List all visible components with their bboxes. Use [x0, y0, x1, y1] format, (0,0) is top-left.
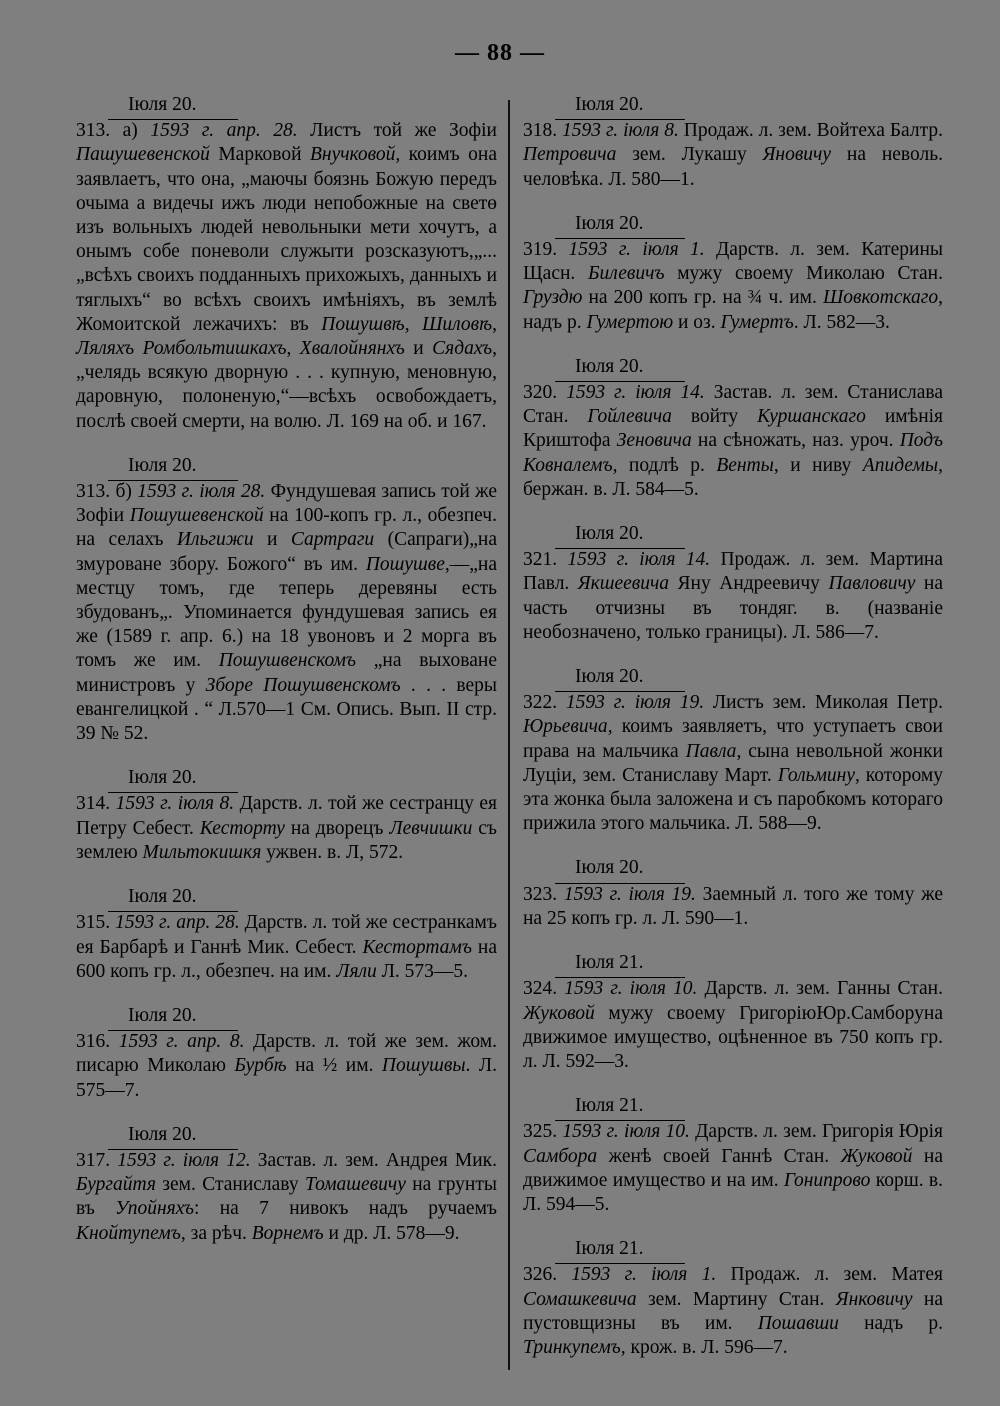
record-entry [523, 355, 943, 502]
entry-italic-segment: Зеновича [616, 430, 692, 452]
entry-italic-segment: 1593 г. апр. 28. [115, 912, 240, 934]
entry-text-segment: 314. [76, 793, 116, 815]
entry-text-segment: на дворецъ [284, 817, 390, 839]
entry-text-segment: зем. Лукашу [616, 144, 763, 166]
entry-text-segment: Продаж. л. зем. Войтеха Балтр. [678, 120, 943, 142]
entry-italic-segment: Жуковой [840, 1145, 913, 1167]
entry-text [523, 977, 943, 1074]
entry-text-segment: 324. [523, 978, 565, 1000]
entry-text-segment: 325. [523, 1121, 563, 1143]
entry-italic-segment: Апидемы [862, 454, 939, 476]
entry-italic-segment: Яновичу [762, 144, 832, 166]
entry-text-segment: 313. б) [76, 481, 138, 503]
entry-text-segment: и оз. [673, 311, 721, 333]
entry-italic-segment: 1593 г. іюля 14. [566, 382, 705, 404]
entry-date: Іюля 20. [128, 885, 197, 910]
entry-text-segment: Дарств. л. зем. Катерины Щасн. [523, 239, 943, 285]
entry-italic-segment: Ильгижи [176, 529, 254, 551]
entry-date: Іюля 20. [128, 93, 197, 118]
entry-italic-segment: Юрьевича [523, 716, 608, 738]
entry-text-segment: , коимъ она заявлаетъ, что она, „маючы боязнь Божую передъ очыма а видечы ижъ люди непобожные на светө изъ вольныхъ людей невольныки мети хочутъ, а онымъ собе поневоли служыти розсказуютъ,„...„всѣхъ своихъ подданныхъ прихожыхъ, данныхъ и тяглыхъ“ во всѣхъ своихъ имѣніяхъ, въ землѣ Жомоитской лежачихъ: въ [76, 144, 497, 335]
entry-text-segment: и [253, 529, 291, 551]
entry-italic-segment: Пошушевенской [129, 505, 264, 527]
entry-italic-segment: Бурбѣ [234, 1055, 287, 1077]
entry-text-segment: мужу своему ГригоріюЮр.Самборуна движимое имущество, оцѣненное въ 750 копъ гр. л. Л. 592—3. [523, 1002, 943, 1072]
entry-italic-segment: Ворнемъ [251, 1222, 324, 1244]
entry-italic-segment: Гумертъ [720, 311, 794, 333]
entry-italic-segment: Павла [685, 740, 737, 762]
entry-italic-segment: Пошушвенскомъ [218, 650, 357, 672]
entry-text-segment: , сына невольной жонки Луціи, зем. Станиславу Март. [523, 740, 943, 786]
entry-italic-segment: Гонипрово [783, 1169, 871, 1191]
entry-italic-segment: 1593 г. іюля 19. [565, 692, 705, 714]
entry-italic-segment: Билевичъ [587, 263, 665, 285]
entry-text-segment: женѣ своей Ганнѣ Стан. [597, 1145, 841, 1167]
entry-text-segment: Яну Андреевичу [669, 573, 829, 595]
entry-text-segment: мужу своему Миколаю Стан. [664, 263, 943, 285]
entry-italic-segment: Сомашкевича [523, 1288, 637, 1310]
entry-text [76, 119, 497, 434]
entry-italic-segment: 1593 г. іюля 28. [137, 481, 266, 503]
entry-text-segment: 326. [523, 1264, 572, 1286]
entry-text-segment: на 600 копъ гр. л., обезпеч. на им. [76, 936, 497, 982]
entry-date: Іюля 20. [128, 766, 197, 791]
entry-text-segment: на сѣножать, наз. уроч. [691, 430, 900, 452]
entry-italic-segment: Шиловѣ [422, 313, 493, 335]
entry-text-segment: , надъ р. [523, 287, 943, 333]
entry-italic-segment: 1593 г. іюля 1. [571, 1264, 717, 1286]
record-entry [523, 665, 943, 836]
entry-text [523, 1120, 943, 1217]
entry-text-segment: Листъ зем. Миколая Петр. [704, 692, 944, 714]
entry-italic-segment: Ляли [336, 960, 377, 982]
entry-text [76, 911, 497, 984]
entry-italic-segment: Груздю [523, 287, 583, 309]
entry-text-segment: , „челядь всякую дворную . . . купную, меновную, даровную, полоненую,“—всѣхъ освобождаетъ, послѣ своей смерти, на волю. Л. 169 на об. и 167. [76, 338, 497, 432]
entry-italic-segment: 1593 г. іюля 8. [115, 793, 235, 815]
entry-italic-segment: Пашушевенской [76, 144, 210, 166]
entry-italic-segment: Левчишки [389, 817, 473, 839]
entry-italic-segment: 1593 г. іюля 19. [563, 883, 696, 905]
entry-italic-segment: Самбора [523, 1145, 598, 1167]
entry-italic-segment: Упойняхъ [115, 1198, 194, 1220]
entry-italic-segment: 1593 г. апр. 8. [118, 1031, 245, 1053]
record-entry [76, 1004, 497, 1103]
entry-italic-segment: Пошушве [365, 553, 445, 575]
entry-italic-segment: 1593 г. іюля 10. [562, 1121, 690, 1143]
entry-text-segment: ужвен. в. Л, 572. [261, 841, 404, 863]
entry-text-segment: на грунты въ [76, 1174, 497, 1220]
entry-italic-segment: Шовкотскаго [822, 287, 939, 309]
entry-text-segment: войту [671, 406, 758, 428]
entry-italic-segment: Пошавши [757, 1312, 839, 1334]
page-number: — 88 — [455, 40, 545, 66]
entry-text-segment: 320. [523, 382, 567, 404]
record-entry [523, 951, 943, 1074]
record-entry [76, 454, 497, 746]
entry-text [523, 548, 943, 645]
entry-date: Іюля 20. [128, 1004, 197, 1029]
entry-italic-segment: Кнойтупемъ [76, 1222, 181, 1244]
entry-italic-segment: Тринкупемъ [523, 1336, 621, 1358]
entry-text-segment: Дарств. л. зем. Ганны Стан. [697, 978, 943, 1000]
entry-text-segment: 319. [523, 239, 569, 261]
entry-text-segment: , подлѣ р. [612, 454, 717, 476]
entry-date: Іюля 20. [575, 856, 644, 881]
entry-date: Іюля 20. [575, 212, 644, 237]
entry-italic-segment: Хвалойнянхъ [299, 338, 405, 360]
entry-text-segment: на часть отчизны въ тондяг. в. (названіе необозначено, только границы). Л. 586—7. [523, 573, 943, 643]
entry-text-segment: , бержан. в. Л. 584—5. [523, 454, 943, 500]
entry-italic-segment: Гольмину [777, 764, 855, 786]
entry-text-segment: , за рѣч. [180, 1222, 252, 1244]
entry-text [523, 381, 943, 502]
entry-text [523, 691, 943, 836]
record-entry [523, 93, 943, 192]
entry-date: Іюля 21. [575, 1237, 644, 1262]
entry-italic-segment: Пошушвѣ [321, 313, 405, 335]
entry-date: Іюля 20. [575, 665, 644, 690]
entry-text-segment: , крож. в. Л. 596—7. [620, 1336, 788, 1358]
entry-text-segment: 317. [76, 1149, 118, 1171]
entry-italic-segment: Куршанскаго [757, 406, 866, 428]
entry-text-segment: Дарств. л. той же сестранкамъ ея Барбарѣ и Ганнѣ Мик. Себест. [76, 912, 497, 958]
entry-italic-segment: Пошушвы [381, 1055, 466, 1077]
record-entry [523, 212, 943, 335]
entry-italic-segment: Павловичу [828, 573, 916, 595]
entry-italic-segment: Зборе Пошушвенскомъ [205, 674, 401, 696]
entry-text-segment: на 200 копъ гр. на ¾ ч. им. [582, 287, 823, 309]
entry-italic-segment: Жуковой [523, 1002, 595, 1024]
entry-text-segment: зем. Станиславу [155, 1174, 305, 1196]
entry-text-segment: на пустовщизны въ им. [523, 1288, 943, 1334]
entry-italic-segment: Кестортамъ [362, 936, 472, 958]
entry-text-segment: 318. [523, 120, 563, 142]
entry-date: Іюля 20. [128, 454, 197, 479]
entry-italic-segment: Сядахъ [432, 338, 493, 360]
entry-text-segment: Дарств. л. той же сестранцу ея Петру Себест. [76, 793, 497, 839]
entry-italic-segment: Гумертою [586, 311, 674, 333]
entry-text-segment: 321. [523, 549, 568, 571]
record-entry [523, 856, 943, 931]
entry-italic-segment: Подъ Ковналемъ [523, 430, 943, 476]
record-entry [523, 522, 943, 645]
entry-text-segment: на неволь. человѣка. Л. 580—1. [523, 144, 943, 190]
entry-italic-segment: 1593 г. апр. 28. [150, 120, 298, 142]
entry-text [523, 119, 943, 192]
entry-text-segment: на 100-копъ гр. л., обезпеч. на селахъ [76, 505, 497, 551]
entry-date: Іюля 20. [575, 522, 644, 547]
entry-date: Іюля 20. [575, 93, 644, 118]
entry-date: Іюля 20. [575, 355, 644, 380]
entry-italic-segment: Сартраги [290, 529, 375, 551]
entry-text-segment: Продаж. л. зем. Матея [716, 1264, 943, 1286]
entry-text-segment: корш. в. Л. 594—5. [523, 1169, 943, 1215]
entry-text-segment: Заемный л. того же тому же на 25 копъ гр. л. Л. 590—1. [523, 883, 943, 929]
record-entry [76, 766, 497, 865]
entry-italic-segment: 1593 г. іюля 14. [567, 549, 711, 571]
record-entry [523, 1237, 943, 1360]
entry-italic-segment: 1593 г. іюля 1. [568, 239, 705, 261]
entry-text-segment: Листъ той же Зофіи [297, 120, 497, 142]
entry-text-segment: надъ р. [838, 1312, 943, 1334]
entry-text-segment: , коимъ заявляетъ, что уступаетъ свои права на мальчика [523, 716, 943, 762]
entry-italic-segment: Янковичу [835, 1288, 913, 1310]
entry-text-segment: и [404, 338, 433, 360]
entry-text-segment: : на 7 нивокъ надъ ручаемъ [194, 1198, 498, 1220]
entry-text-segment: съ землею [76, 817, 497, 863]
entry-text-segment: Продаж. л. зем. Мартина Павл. [523, 549, 943, 595]
entry-text-segment: 315. [76, 912, 116, 934]
entry-text [523, 883, 943, 931]
entry-text-segment: и др. Л. 578—9. [323, 1222, 460, 1244]
entry-italic-segment: Венты [716, 454, 774, 476]
entry-italic-segment: Якшеевича [577, 573, 670, 595]
entry-italic-segment: Мильтокишкя [142, 841, 262, 863]
entry-text [76, 792, 497, 865]
entry-italic-segment: Гойлевича [587, 406, 672, 428]
entry-italic-segment: Ляляхъ Ромбольтишкахъ [76, 338, 287, 360]
entry-text-segment: Застав. л. зем. Андрея Мик. [250, 1149, 497, 1171]
entry-text [523, 1263, 943, 1360]
entry-date: Іюля 21. [575, 951, 644, 976]
entry-italic-segment: Томашевичу [304, 1174, 406, 1196]
entry-text-segment: , и ниву [773, 454, 863, 476]
entry-text-segment: Застав. л. зем. Станислава Стан. [523, 382, 944, 428]
column-divider [508, 100, 510, 1370]
entry-text-segment: ,—„на местцу томъ, где теперь деревяны есть збудованъ„. Упоминается фундушевая запись ея же (1589 г. апр. 6.) на 18 увоновъ и 2 морга въ томъ же им. [76, 553, 497, 672]
entry-text-segment: . Л. 575—7. [76, 1055, 497, 1101]
entry-text [76, 1030, 497, 1103]
entry-text-segment: . Л. 582—3. [793, 311, 890, 333]
entry-text-segment: , которому эта жонка была заложена и съ паробкомъ котораго прижила этого мальчика. Л. 588—9. [523, 764, 943, 835]
record-entry [76, 885, 497, 984]
entry-text-segment: 316. [76, 1031, 119, 1053]
entry-italic-segment: Кесторту [199, 817, 285, 839]
entry-text-segment: , [492, 313, 498, 335]
entry-italic-segment: Внучковой [309, 144, 396, 166]
entry-text-segment: 313. а) [76, 120, 151, 142]
left-column [76, 93, 497, 1266]
entry-text-segment: (Сапраги)„на змуроване збору. Божого“ въ им. [76, 529, 497, 575]
entry-text-segment: . . . веры евангелицкой . “ Л.570—1 См. Опись. Вып. II стр. 39 № 52. [76, 674, 497, 745]
entry-text [523, 238, 943, 335]
entry-text-segment: зем. Мартину Стан. [636, 1288, 836, 1310]
entry-text-segment: на движимое имущество и на им. [523, 1145, 943, 1191]
entry-text [76, 1149, 497, 1246]
entry-text-segment: , [286, 338, 300, 360]
entry-text-segment: имѣнія Криштофа [523, 406, 944, 452]
record-entry [76, 1123, 497, 1246]
entry-text-segment: 322. [523, 692, 566, 714]
entry-text-segment: Дарств. л. зем. Григорія Юрія [689, 1121, 943, 1143]
entry-text-segment: Марковой [209, 144, 310, 166]
record-entry [76, 93, 497, 434]
entry-text-segment: , [404, 313, 423, 335]
record-entry [523, 1094, 943, 1217]
entry-text-segment: „на выховане министровъ у [76, 650, 497, 696]
entry-italic-segment: 1593 г. іюля 8. [562, 120, 679, 142]
entry-text-segment: Дарств. л. той же зем. жом. писарю Миколаю [76, 1031, 498, 1077]
entry-text-segment: на ½ им. [286, 1055, 382, 1077]
entry-text-segment: Л. 573—5. [376, 960, 469, 982]
entry-italic-segment: Петровича [523, 144, 617, 166]
entry-text [76, 480, 497, 746]
entry-date: Іюля 20. [128, 1123, 197, 1148]
entry-italic-segment: 1593 г. іюля 10. [564, 978, 698, 1000]
entry-date: Іюля 21. [575, 1094, 644, 1119]
entry-italic-segment: 1593 г. іюля 12. [117, 1149, 251, 1171]
entry-italic-segment: Бургайтя [76, 1174, 156, 1196]
entry-text-segment: Фундушевая запись той же Зофіи [76, 481, 497, 527]
entry-text-segment: 323. [523, 883, 564, 905]
right-column [523, 93, 943, 1380]
